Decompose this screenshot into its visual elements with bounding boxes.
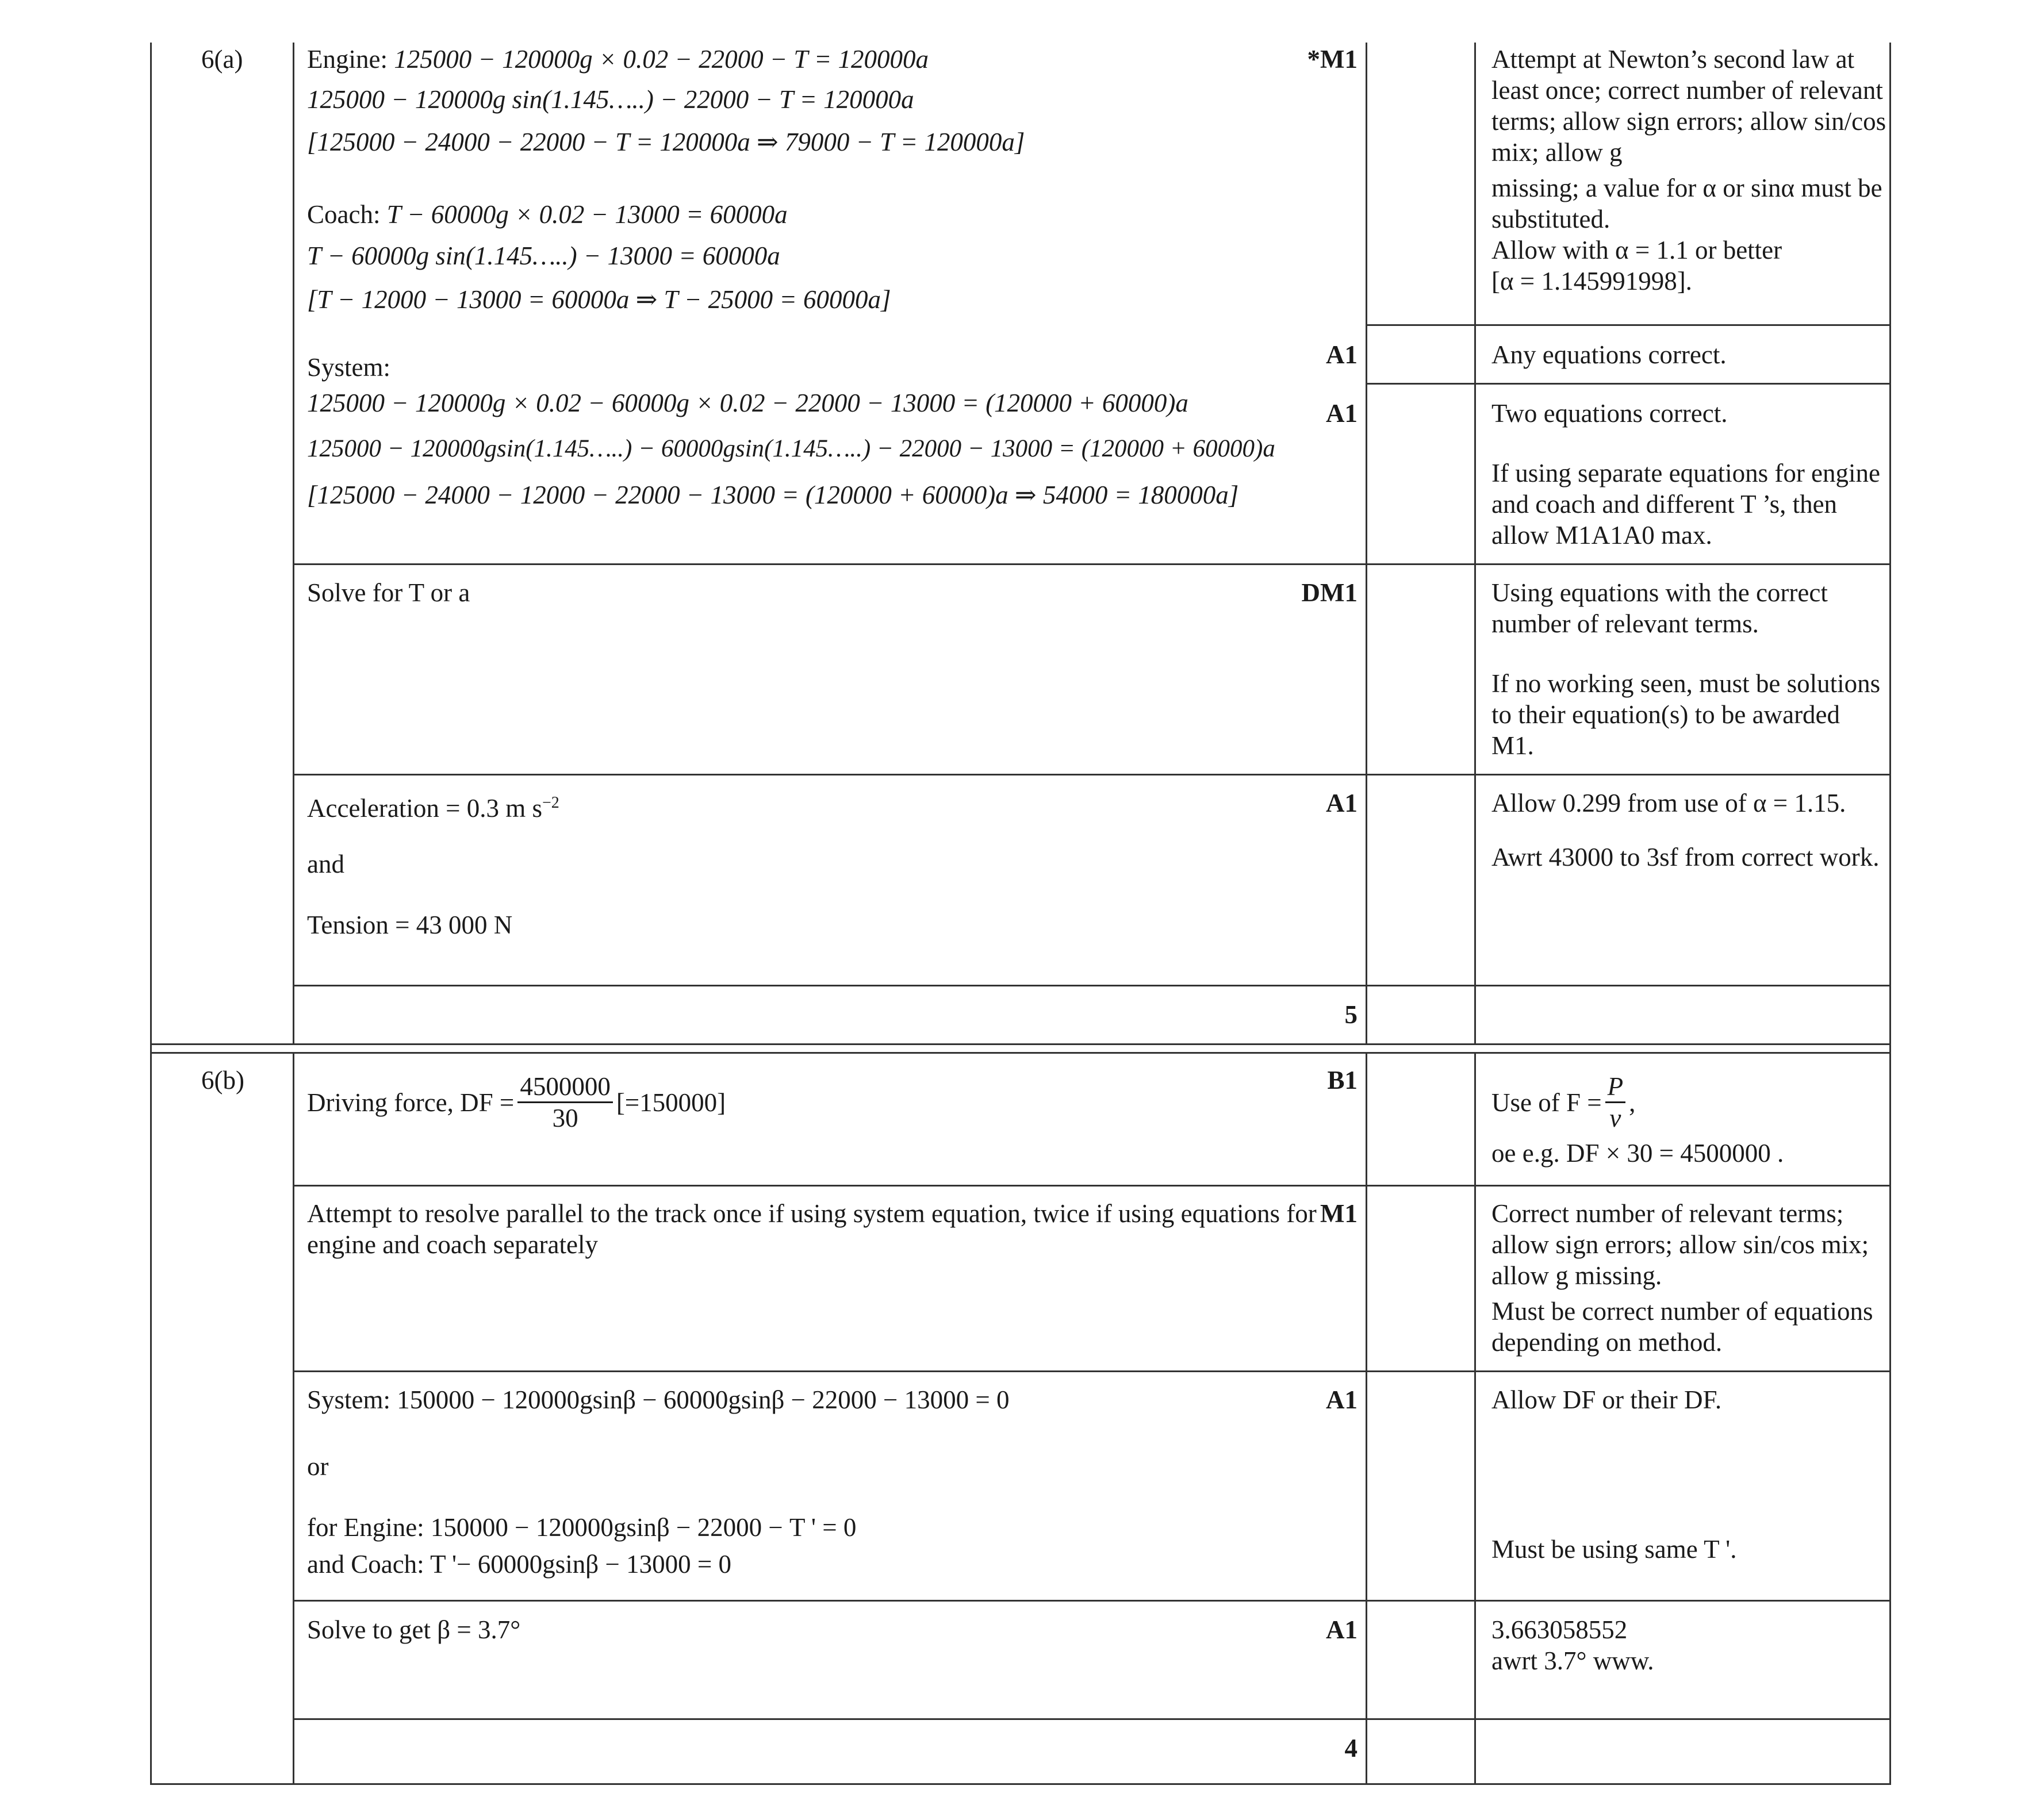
guidance-note [1491,1072,1888,1169]
guidance-text: , [1629,1088,1636,1117]
row-divider [293,1718,1889,1720]
acceleration-answer [307,788,559,824]
guidance-text: Attempt at Newton’s second law at least once; correct number of relevant terms; allow sign errors; allow sin/cos mix; allow g [1491,45,1886,167]
mark-a1: A1 [1326,789,1358,817]
row-divider [293,1600,1889,1602]
driving-force-result: [=150000] [616,1088,726,1117]
mark-m1: *M1 [1307,45,1358,74]
guidance-note [1491,44,1888,297]
or-text: or [307,1452,329,1481]
system-equation-3: [125000 − 24000 − 12000 − 22000 − 13000 = (120000 + 60000)a ⇒ 54000 = 180000a] [307,481,1239,509]
guidance-text: Allow 0.299 from use of α = 1.15. [1491,789,1846,817]
acceleration-units-power: −2 [542,794,559,812]
solve-instruction: Solve for T or a [307,578,470,607]
mark-a1: A1 [1326,399,1358,428]
guidance-text: oe e.g. DF × 30 = 4500000 . [1491,1139,1784,1168]
coach-equation-3: [T − 12000 − 13000 = 60000a ⇒ T − 25000 = 60000a] [307,285,891,314]
guidance-note: Must be using same T '. [1491,1535,1737,1564]
guidance-text: Allow with α = 1.1 or better [1491,236,1782,264]
row-divider [1366,324,1889,326]
power-formula [1491,1072,1888,1133]
fraction-numerator: P [1605,1072,1626,1103]
mark-a1: A1 [1326,1385,1358,1414]
fraction-denominator: 30 [552,1104,578,1132]
system-equation-1: 125000 − 120000g × 0.02 − 60000g × 0.02 − 22000 − 13000 = (120000 + 60000)a [307,389,1188,417]
mark-dm1: DM1 [1301,578,1358,607]
driving-force-label: Driving force, DF = [307,1088,515,1117]
row-divider [293,1370,1889,1372]
coach-equation-2: T − 60000g sin(1.145…..) − 13000 = 60000a [307,241,780,270]
and-text: and [307,850,344,878]
coach-label: Coach: [307,200,381,229]
mark-scheme-table [150,43,1891,1785]
engine-equation-2: 125000 − 120000g sin(1.145…..) − 22000 − T = 120000a [307,85,914,114]
engine-label: Engine: [307,45,388,74]
mark-a1: A1 [1326,340,1358,369]
row-divider [293,774,1889,775]
engine-equation-3: [125000 − 24000 − 22000 − T = 120000a ⇒ 79000 − T = 120000a] [307,128,1025,156]
guidance-note: Allow DF or their DF. [1491,1385,1722,1414]
system-label: System: [307,353,391,382]
power-over-speed-fraction [517,1072,613,1133]
formula-fraction [1605,1072,1626,1133]
driving-force-answer [307,1072,726,1133]
total-marks: 4 [1344,1734,1358,1763]
guidance-text: Correct number of relevant terms; allow sign errors; allow sin/cos mix; allow g missing. [1491,1199,1869,1290]
question-number: 6(b) [201,1066,244,1095]
question-number: 6(a) [201,45,243,74]
guidance-text: 3.663058552 [1491,1615,1628,1644]
resolve-instruction: Attempt to resolve parallel to the track once if using system equation, twice if using equations for engine and coach separately [307,1199,1317,1259]
column-divider-marks [1474,43,1476,1783]
guidance-note [1491,577,1888,761]
guidance-text: Use of F = [1491,1088,1602,1117]
fraction-numerator: 4500000 [517,1072,613,1103]
column-divider-answer [1366,43,1367,1783]
guidance-note [1491,788,1888,873]
guidance-text: Must be correct number of equations depending on method. [1491,1297,1873,1357]
system-equation-2: 125000 − 120000gsin(1.145…..) − 60000gsin(1.145…..) − 22000 − 13000 = (120000 + 60000)a [307,435,1275,462]
row-divider [293,563,1889,565]
guidance-note: Any equations correct. [1491,340,1727,369]
engine-equation-1 [307,44,929,75]
guidance-text: [α = 1.145991998]. [1491,267,1692,295]
engine-equation: for Engine: 150000 − 120000gsinβ − 22000 − T ' = 0 [307,1513,857,1542]
guidance-text: awrt 3.7° www. [1491,1646,1654,1675]
guidance-note [1491,398,1888,551]
guidance-note [1491,1614,1888,1676]
guidance-text: missing; a value for α or sinα must be substituted. [1491,174,1882,233]
row-divider [293,985,1889,986]
system-equation: System: 150000 − 120000gsinβ − 60000gsinβ − 22000 − 13000 = 0 [307,1385,1010,1414]
coach-equation: and Coach: T '− 60000gsinβ − 13000 = 0 [307,1550,731,1579]
solve-instruction: Solve to get β = 3.7° [307,1615,521,1644]
coach-eq1-text: T − 60000g × 0.02 − 13000 = 60000a [386,200,788,229]
fraction-denominator: v [1609,1104,1621,1132]
row-divider [1366,383,1889,385]
column-divider-question [293,43,294,1783]
total-marks: 5 [1344,1000,1358,1029]
guidance-text: Two equations correct. [1491,399,1728,428]
guidance-text: Awrt 43000 to 3sf from correct work. [1491,843,1880,871]
coach-equation-1 [307,199,788,230]
mark-b1: B1 [1327,1066,1358,1095]
row-divider [293,1185,1889,1187]
tension-answer: Tension = 43 000 N [307,911,513,939]
part-separator [152,1043,1889,1054]
mark-m1: M1 [1320,1199,1358,1228]
guidance-note [1491,1198,1888,1358]
mark-a1: A1 [1326,1615,1358,1644]
acceleration-text: Acceleration = 0.3 m s [307,794,542,823]
guidance-text: If no working seen, must be solutions to their equation(s) to be awarded M1. [1491,669,1881,760]
engine-eq1-text: 125000 − 120000g × 0.02 − 22000 − T = 120000a [394,45,929,74]
guidance-text: Using equations with the correct number of relevant terms. [1491,578,1828,638]
guidance-text: If using separate equations for engine and coach and different T ’s, then allow M1A1A0 max. [1491,459,1881,550]
